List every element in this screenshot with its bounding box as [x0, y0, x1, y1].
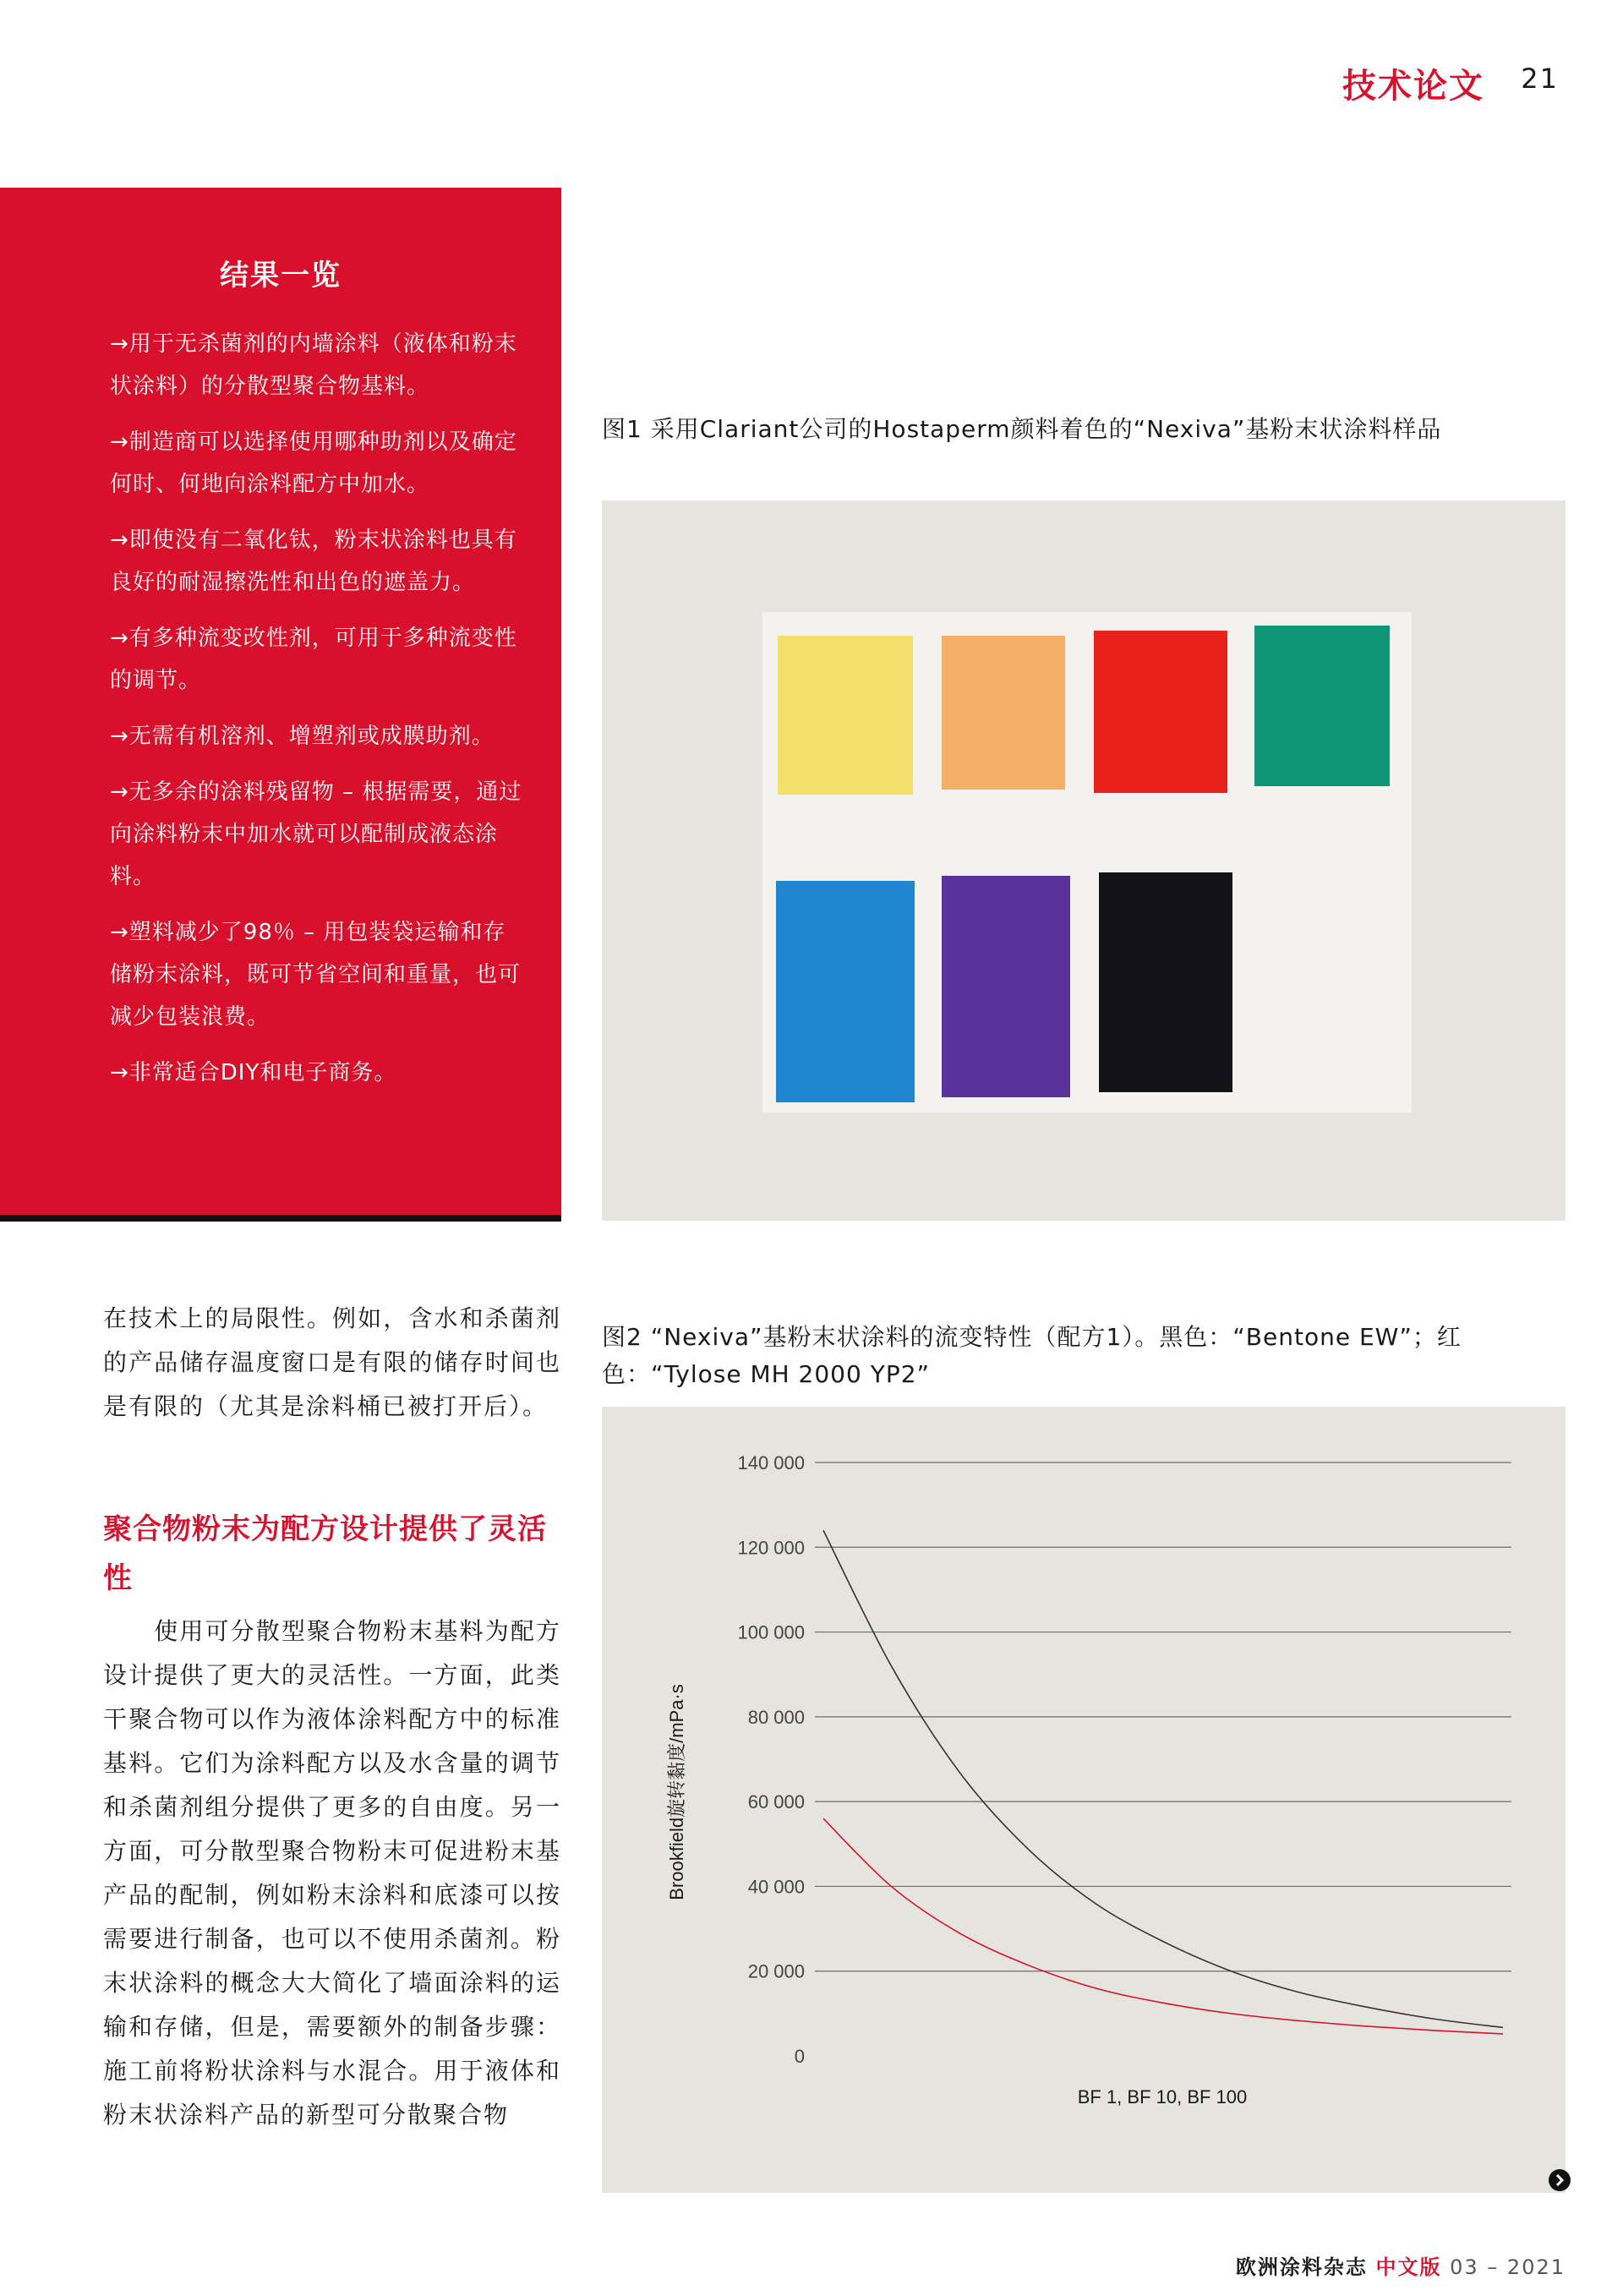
summary-item: →制造商可以选择使用哪种助剂以及确定何时、何地向涂料配方中加水。: [110, 429, 517, 497]
summary-item: →非常适合DIY和电子商务。: [110, 1060, 397, 1085]
figure2-caption: 图2 “Nexiva”基粉末状涂料的流变特性（配方1）。黑色：“Bentone EW”；红色：“Tylose MH 2000 YP2”: [602, 1323, 1462, 1388]
y-tick-label: 80 000: [747, 1706, 805, 1728]
orange-swatch: [942, 636, 1065, 790]
footer-magazine: 欧洲涂料杂志: [1235, 2255, 1368, 2279]
page-number: 21: [1521, 63, 1559, 95]
section-subheading: 聚合物粉末为配方设计提供了灵活性: [103, 1512, 547, 1595]
next-page-icon[interactable]: [1549, 2169, 1571, 2191]
y-tick-label: 120 000: [737, 1537, 805, 1559]
y-axis-label: Brookfield旋转黏度/mPa·s: [666, 1684, 687, 1900]
summary-list: [110, 323, 527, 1107]
y-tick-label: 20 000: [747, 1960, 805, 1982]
summary-box: [0, 188, 561, 1222]
summary-item: →即使没有二氧化钛，粉末状涂料也具有良好的耐湿擦洗性和出色的遮盖力。: [110, 528, 517, 595]
figure1-caption: 图1 采用Clariant公司的Hostaperm颜料着色的“Nexiva”基粉末状涂料样品: [602, 415, 1442, 443]
summary-item: →塑料减少了98％ – 用包装袋运输和存储粉末涂料，既可节省空间和重量，也可减少包装浪费。: [110, 920, 522, 1030]
red-swatch: [1094, 631, 1227, 793]
section-title: 技术论文: [1342, 67, 1484, 106]
body-paragraph: 使用可分散型聚合物粉末基料为配方设计提供了更大的灵活性。一方面，此类干聚合物可以作为液体涂料配方中的标准基料。它们为涂料配方以及水含量的调节和杀菌剂组分提供了更多的自由度。另一方面，可分散型聚合物粉末可促进粉末基产品的配制，例如粉末涂料和底漆可以按需要进行制备，也可以不使用杀菌剂。粉末状涂料的概念大大简化了墙面涂料的运输和存储，但是，需要额外的制备步骤：施工前将粉状涂料与水混合。用于液体和粉末状涂料产品的新型可分散聚合物: [103, 1617, 561, 2129]
y-tick-label: 140 000: [737, 1452, 805, 1473]
figure1-panel: [602, 500, 1566, 1221]
footer: [1236, 2250, 1566, 2280]
y-tick-label: 100 000: [737, 1621, 805, 1643]
black-swatch: [1099, 872, 1232, 1092]
summary-title: 结果一览: [220, 259, 342, 292]
footer-issue: 03 – 2021: [1450, 2255, 1566, 2279]
x-axis-label: BF 1, BF 10, BF 100: [1077, 2086, 1248, 2107]
yellow-swatch: [778, 636, 913, 795]
y-tick-label: 0: [794, 2046, 805, 2067]
rheology-chart: [602, 1407, 1566, 2193]
series-line-black: [823, 1530, 1503, 2027]
summary-item: →无多余的涂料残留物 – 根据需要，通过向涂料粉末中加水就可以配制成液态涂料。: [110, 779, 522, 889]
summary-item: →用于无杀菌剂的内墙涂料（液体和粉末状涂料）的分散型聚合物基料。: [110, 331, 517, 399]
blue-swatch: [776, 881, 915, 1102]
summary-item: →无需有机溶剂、增塑剂或成膜助剂。: [110, 724, 495, 749]
figure2-panel: [602, 1407, 1566, 2193]
violet-swatch: [942, 876, 1070, 1097]
y-tick-label: 60 000: [747, 1791, 805, 1813]
green-swatch: [1254, 626, 1390, 786]
footer-edition: 中文版: [1375, 2255, 1442, 2279]
sample-photo: [762, 612, 1412, 1112]
y-tick-label: 40 000: [747, 1876, 805, 1898]
summary-item: →有多种流变改性剂，可用于多种流变性的调节。: [110, 626, 517, 693]
body-paragraph-intro: 在技术上的局限性。例如，含水和杀菌剂的产品储存温度窗口是有限的储存时间也是有限的（尤其是涂料桶已被打开后）。: [103, 1304, 561, 1420]
series-line-red: [823, 1818, 1503, 2034]
